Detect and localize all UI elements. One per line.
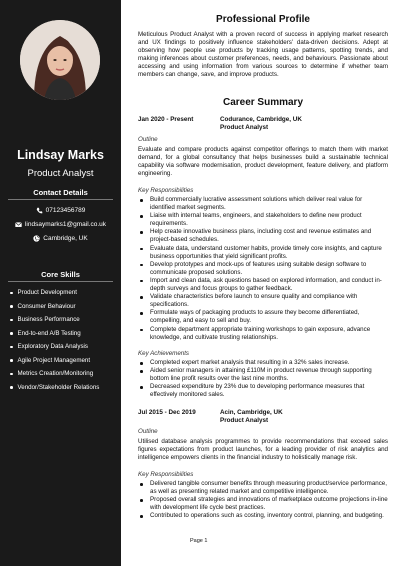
contact-phone: [0, 207, 121, 214]
profile-photo: [20, 20, 100, 100]
phone-icon: [36, 207, 43, 214]
list-item: Validate characteristics before launch to ensure quality and compliance with specifications.: [138, 293, 388, 309]
job-title: Product Analyst: [220, 123, 269, 131]
outline-label: Outline: [138, 428, 158, 435]
job-company-name: Codurance, Cambridge, UK: [220, 116, 302, 123]
skill-item: Metrics Creation/Monitoring: [10, 367, 99, 381]
profile-text: Meticulous Product Analyst with a proven record of success in applying market research and UX findings to positively influence stakeholders' data-driven decisions. Adept at observing how people use products by tracking usage patterns, spotting trends, and making inferences about customer preferences, needs, and behaviours. Passionate about accessing and using information from various sources to determine if whether team members can change, save, and improve products.: [138, 31, 388, 79]
list-item: Delivered tangible consumer benefits through measuring product/service performance, as well as presenting related market and competitive intelligence.: [138, 480, 388, 496]
list-item: Import and clean data, ask questions based on explored information, and conduct in-depth surveys and focus groups to gather feedback.: [138, 277, 388, 293]
skills-list: [10, 286, 99, 394]
responsibilities-list: [138, 480, 388, 520]
list-item: Proposed overall strategies and innovations of marketplace outcome projections in-line with development life cycle best practices.: [138, 496, 388, 512]
job-outline: Evaluate and compare products against competitor offerings to match them with market demand, for a global consultancy that helps businesses build a sustainable technical capability via software modernisation, product development, feature delivery, and platform engineering.: [138, 146, 388, 178]
sidebar: [0, 0, 121, 566]
job-company: [220, 409, 283, 424]
email-text: lindsaymarks1@gmail.co.uk: [24, 221, 106, 228]
career-heading: Career Summary: [222, 97, 304, 108]
list-item: Liaise with internal teams, engineers, and stakeholders to define new product requirements.: [138, 212, 388, 228]
job-date: Jan 2020 - Present: [138, 116, 194, 123]
skill-item: Agile Project Management: [10, 354, 99, 368]
outline-label: Outline: [138, 136, 158, 143]
skill-item: Consumer Behaviour: [10, 300, 99, 314]
skill-item: Exploratory Data Analysis: [10, 340, 99, 354]
contact-location: [0, 235, 121, 242]
list-item: Evaluate data, understand customer habits, provide timely core insights, and capture business opportunities that yield significant profits.: [138, 245, 388, 261]
list-item: Complete department appropriate training workshops to gain exposure, advance knowledge, and cultivate trusting relationships.: [138, 326, 388, 342]
phone-text: 07123456789: [45, 207, 86, 214]
contact-heading: Contact Details: [33, 188, 88, 197]
list-item: Formulate ways of packaging products to assure they become differentiated, compelling, and easy to sell and buy.: [138, 309, 388, 325]
skill-item: Product Development: [10, 286, 99, 300]
list-item: Contributed to operations such as costing, inventory control, planning, and budgeting.: [138, 512, 388, 520]
contact-email: [0, 221, 121, 228]
location-text: Cambridge, UK: [43, 235, 88, 242]
job-outline: Utilised database analysis programmes to provide recommendations that exceed sales figures expectations from product launches, for a leading provider of risk analytics and intelligence empowers clients in the financial industry to holistically manage risk.: [138, 438, 388, 462]
achievements-list: [138, 359, 388, 399]
responsibilities-label: Key Responsibilities: [138, 471, 194, 478]
list-item: Decreased expenditure by 23% due to developing performance measures that effectively monitored sales.: [138, 383, 388, 399]
list-item: Aided senior managers in attaining £110M in product revenue through supporting bottom line profit results over the last nine months.: [138, 367, 388, 383]
list-item: Completed expert market analysis that resulting in a 32% sales increase.: [138, 359, 388, 367]
globe-icon: [33, 235, 40, 242]
skills-heading: Core Skills: [41, 270, 80, 279]
skill-item: End-to-end A/B Testing: [10, 327, 99, 341]
candidate-role: Product Analyst: [27, 168, 94, 179]
profile-heading: Professional Profile: [216, 14, 310, 25]
list-item: Help create innovative business plans, including cost and revenue estimates and project-based schedules.: [138, 228, 388, 244]
contact-divider: [8, 199, 113, 200]
responsibilities-label: Key Responsibilities: [138, 187, 194, 194]
skill-item: Vendor/Stakeholder Relations: [10, 381, 99, 395]
responsibilities-list: [138, 196, 388, 342]
job-date: Jul 2015 - Dec 2019: [138, 409, 196, 416]
achievements-label: Key Achievements: [138, 350, 190, 357]
job-company-name: Acin, Cambridge, UK: [220, 409, 283, 416]
list-item: Develop prototypes and mock-ups of features using suitable design software to communicate proposed solutions.: [138, 261, 388, 277]
skills-divider: [8, 281, 113, 282]
job-company: [220, 116, 302, 131]
email-icon: [15, 221, 22, 228]
list-item: Build commercially lucrative assessment solutions which deliver real value for identified market segments.: [138, 196, 388, 212]
page-number: Page 1: [190, 538, 208, 544]
candidate-name: Lindsay Marks: [17, 148, 104, 162]
job-title: Product Analyst: [220, 416, 269, 424]
skill-item: Business Performance: [10, 313, 99, 327]
